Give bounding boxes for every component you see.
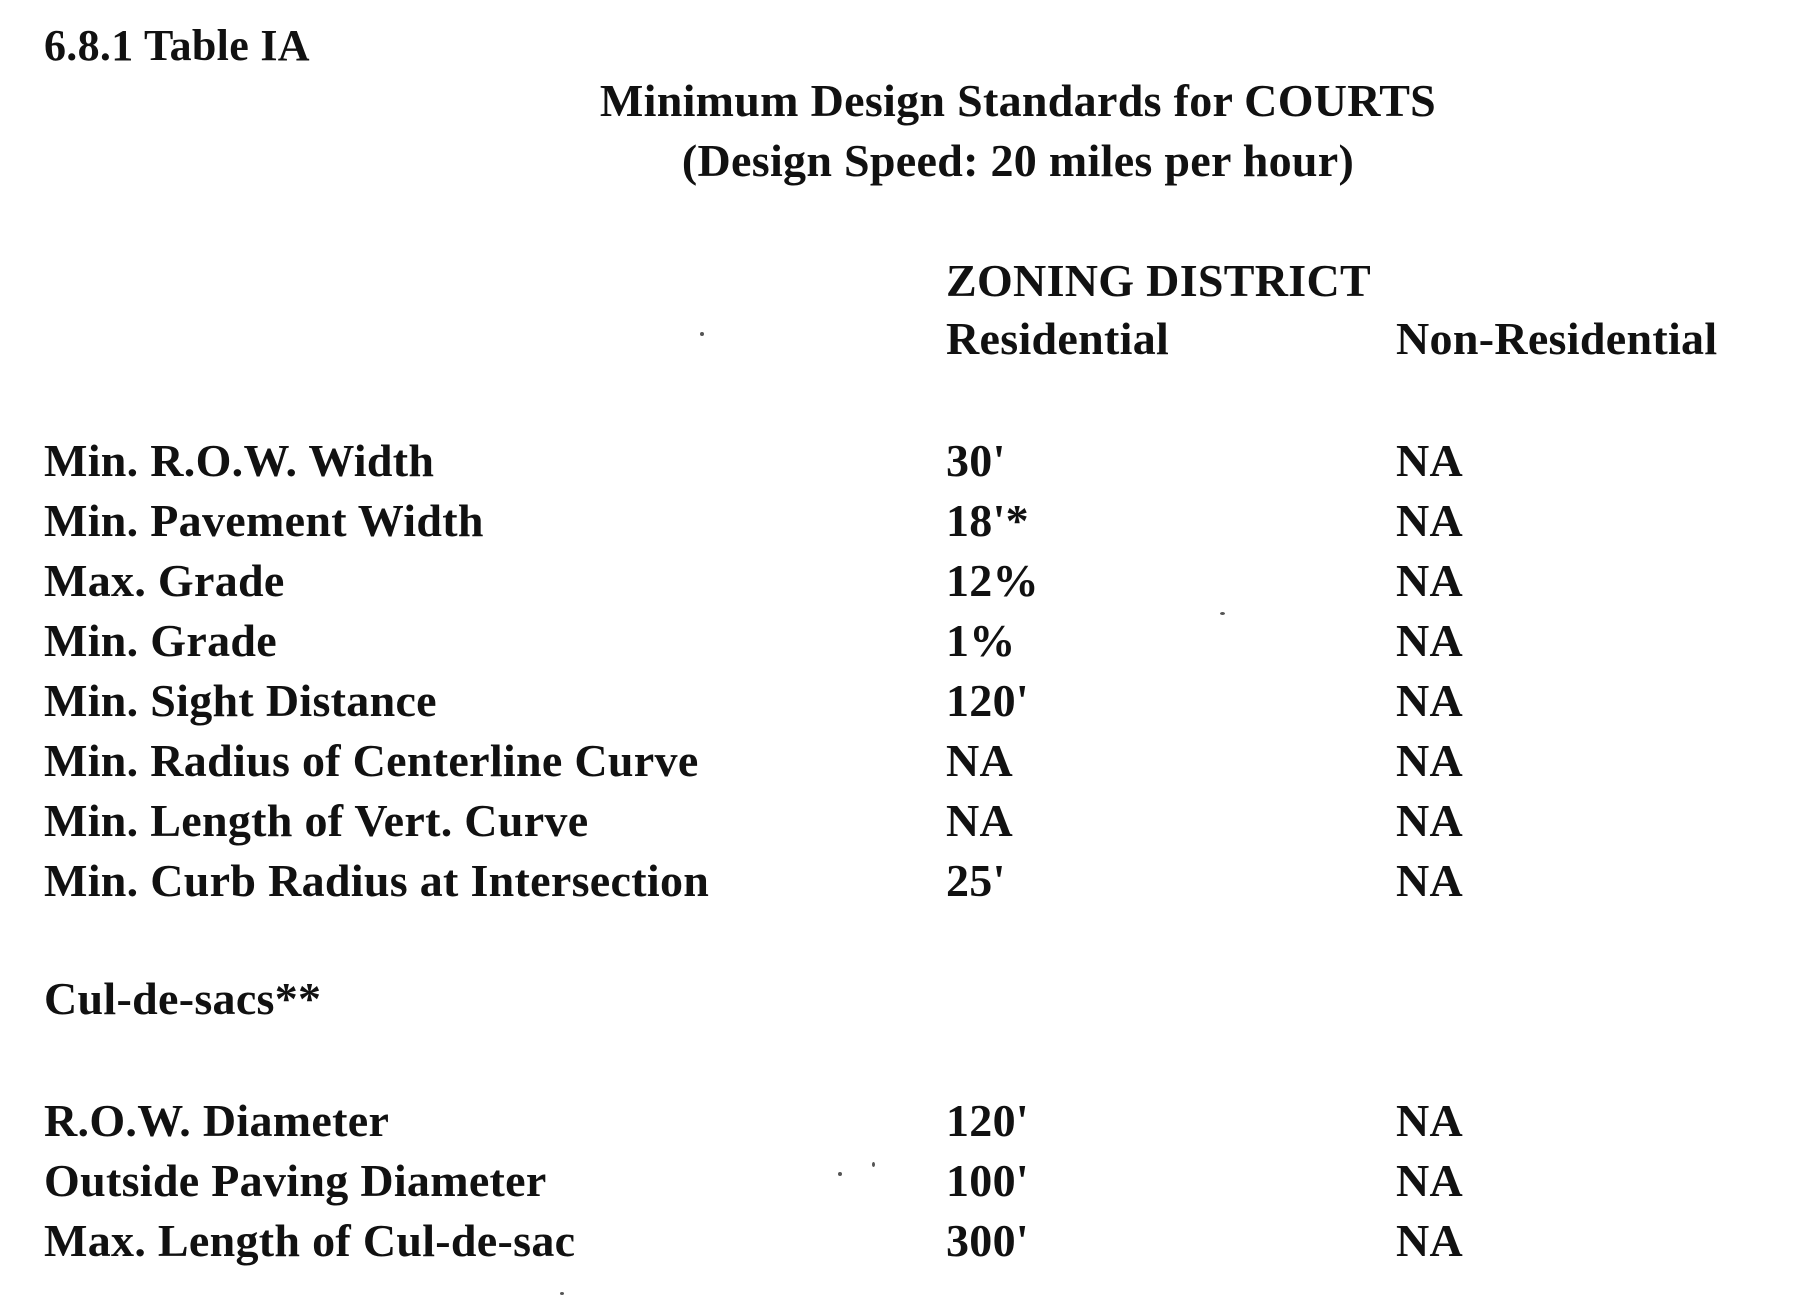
table-row (0, 1155, 1796, 1210)
residential-value: 120' (946, 675, 1029, 726)
section-number: 6.8.1 Table IA (44, 21, 310, 70)
table-row (0, 1215, 1796, 1270)
row-label: Min. Sight Distance (44, 675, 437, 726)
cul-de-sacs-heading: Cul-de-sacs** (44, 973, 322, 1024)
row-label: Min. Curb Radius at Intersection (44, 855, 710, 906)
non-residential-value: NA (1396, 555, 1464, 606)
non-residential-value: NA (1396, 435, 1464, 486)
zoning-district-header: ZONING DISTRICT (946, 255, 1371, 306)
scan-speck (560, 1292, 564, 1295)
residential-value: 12% (946, 555, 1039, 606)
residential-value: 100' (946, 1155, 1029, 1206)
non-residential-value: NA (1396, 1215, 1464, 1266)
table-row (0, 675, 1796, 730)
row-label: Min. Length of Vert. Curve (44, 795, 589, 846)
column-header-residential: Residential (946, 313, 1170, 364)
scan-speck (872, 1162, 875, 1167)
residential-value: 1% (946, 615, 1016, 666)
residential-value: 18'* (946, 495, 1029, 546)
row-label: Max. Grade (44, 555, 285, 606)
table-row (0, 615, 1796, 670)
table-row (0, 855, 1796, 910)
non-residential-value: NA (1396, 1155, 1464, 1206)
row-label: Min. Radius of Centerline Curve (44, 735, 699, 786)
residential-value: NA (946, 795, 1014, 846)
table-row (0, 435, 1796, 490)
table-row (0, 495, 1796, 550)
residential-value: 120' (946, 1095, 1029, 1146)
table-row (0, 1095, 1796, 1150)
scan-speck (700, 332, 704, 336)
table-title: Minimum Design Standards for COURTS (599, 75, 1437, 126)
table-row (0, 555, 1796, 610)
residential-value: 25' (946, 855, 1006, 906)
residential-value: 300' (946, 1215, 1029, 1266)
residential-value: 30' (946, 435, 1006, 486)
non-residential-value: NA (1396, 675, 1464, 726)
row-label: Min. Grade (44, 615, 277, 666)
non-residential-value: NA (1396, 495, 1464, 546)
row-label: Min. Pavement Width (44, 495, 484, 546)
row-label: Outside Paving Diameter (44, 1155, 547, 1206)
table-row (0, 735, 1796, 790)
table-row (0, 795, 1796, 850)
row-label: Min. R.O.W. Width (44, 435, 435, 486)
non-residential-value: NA (1396, 855, 1464, 906)
row-label: R.O.W. Diameter (44, 1095, 390, 1146)
column-header-non-residential: Non-Residential (1396, 313, 1718, 364)
scan-speck (1220, 612, 1225, 615)
non-residential-value: NA (1396, 735, 1464, 786)
table-subtitle: (Design Speed: 20 miles per hour) (681, 135, 1355, 186)
residential-value: NA (946, 735, 1014, 786)
scan-speck (838, 1172, 842, 1176)
non-residential-value: NA (1396, 1095, 1464, 1146)
non-residential-value: NA (1396, 795, 1464, 846)
row-label: Max. Length of Cul-de-sac (44, 1215, 576, 1266)
non-residential-value: NA (1396, 615, 1464, 666)
